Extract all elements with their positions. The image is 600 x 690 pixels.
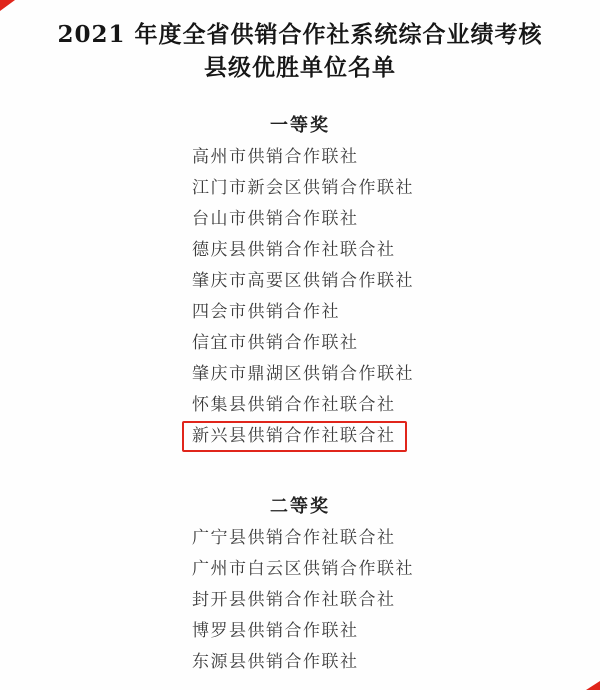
award-item: 高州市供销合作联社 [192, 147, 359, 167]
document-title-line2: 县级优胜单位名单 [204, 54, 396, 81]
award-item-highlighted [192, 421, 600, 452]
second-prize-list [192, 523, 600, 678]
award-item: 肇庆市鼎湖区供销合作联社 [192, 364, 414, 384]
red-corner-triangle-bottom-right-icon [586, 681, 600, 690]
award-item: 台山市供销合作联社 [192, 209, 359, 229]
award-item: 信宜市供销合作联社 [192, 333, 359, 353]
award-item: 封开县供销合作社联合社 [192, 590, 396, 610]
award-item: 德庆县供销合作社联合社 [192, 240, 396, 260]
section-heading-first-prize: 一等奖 [270, 115, 330, 136]
document-title-line1: 2021 年度全省供销合作社系统综合业绩考核 [57, 21, 543, 48]
first-prize-list [192, 142, 600, 452]
award-item: 博罗县供销合作联社 [192, 621, 359, 641]
section-heading-second-prize: 二等奖 [270, 496, 330, 517]
highlighted-item-text: 新兴县供销合作社联合社 [192, 426, 396, 446]
award-item: 江门市新会区供销合作联社 [192, 178, 414, 198]
document-title [28, 18, 572, 84]
award-item: 四会市供销合作社 [192, 302, 340, 322]
award-item: 广宁县供销合作社联合社 [192, 528, 396, 548]
award-item: 东源县供销合作联社 [192, 652, 359, 672]
red-corner-triangle-top-left-icon [0, 0, 15, 11]
highlight-box [182, 421, 407, 452]
award-item: 怀集县供销合作社联合社 [192, 395, 396, 415]
award-item: 肇庆市高要区供销合作联社 [192, 271, 414, 291]
award-item: 广州市白云区供销合作联社 [192, 559, 414, 579]
